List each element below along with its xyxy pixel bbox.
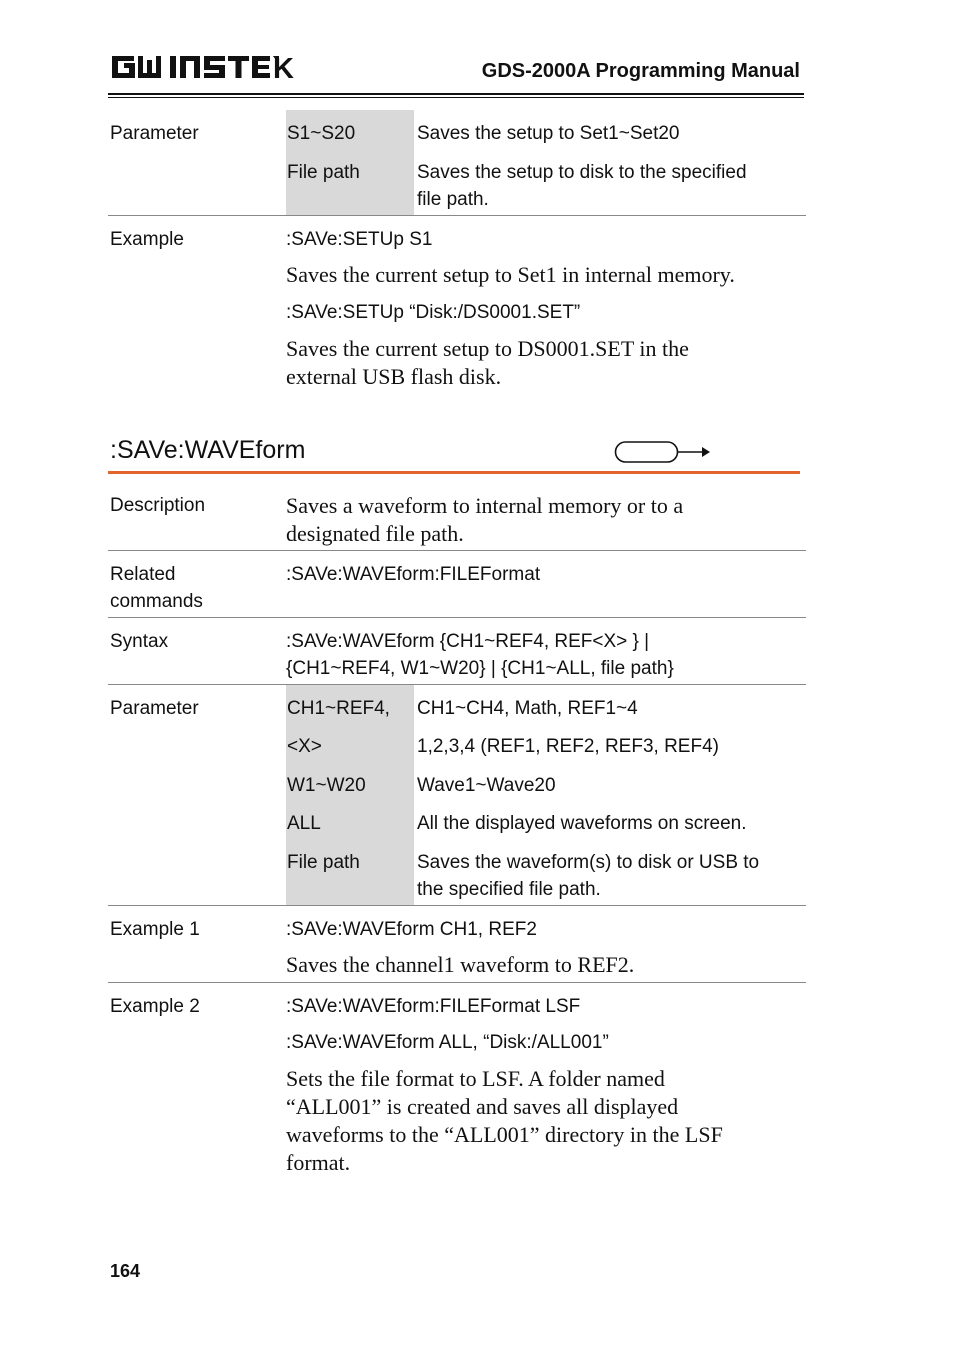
syntax-line-2: {CH1~REF4, W1~W20} | {CH1~ALL, file path} <box>286 658 674 679</box>
manual-title: GDS-2000A Programming Manual <box>481 60 800 82</box>
param-file-path: File path <box>287 852 360 873</box>
description-line-1: Saves a waveform to internal memory or to a <box>286 493 684 518</box>
param-w1-w20-desc: Wave1~Wave20 <box>417 775 556 796</box>
related-label-line1: Related <box>110 564 176 585</box>
row-divider <box>108 215 806 216</box>
param-all: ALL <box>287 813 321 834</box>
header-rule <box>108 93 804 95</box>
param-file-path-desc-1: Saves the setup to disk to the specified <box>417 162 747 183</box>
syntax-line-1: :SAVe:WAVEform {CH1~REF4, REF<X> } | <box>286 631 650 652</box>
parameter-label: Parameter <box>110 123 199 144</box>
example2-command-2: :SAVe:WAVEform ALL, “Disk:/ALL001” <box>286 1032 609 1053</box>
row-divider <box>108 550 806 551</box>
related-command: :SAVe:WAVEform:FILEFormat <box>286 564 541 585</box>
param-w1-w20: W1~W20 <box>287 775 366 796</box>
example-description-1: Saves the current setup to Set1 in internal memory. <box>286 262 735 287</box>
param-file-path-desc-1: Saves the waveform(s) to disk or USB to <box>417 852 760 873</box>
example1-description: Saves the channel1 waveform to REF2. <box>286 952 635 977</box>
param-ch1-ref4-desc: CH1~CH4, Math, REF1~4 <box>417 698 638 719</box>
param-file-path-desc-2: file path. <box>417 189 489 210</box>
example1-command: :SAVe:WAVEform CH1, REF2 <box>286 919 537 940</box>
example2-label: Example 2 <box>110 996 200 1017</box>
related-label-line2: commands <box>110 591 203 612</box>
example2-description-line3: waveforms to the “ALL001” directory in the LSF <box>286 1122 723 1147</box>
example-command-1: :SAVe:SETUp S1 <box>286 229 433 250</box>
example1-label: Example 1 <box>110 919 200 940</box>
page-number: 164 <box>110 1261 141 1281</box>
svg-text:K: K <box>273 53 294 85</box>
gw-instek-logo <box>110 52 294 85</box>
example2-description-line2: “ALL001” is created and saves all displayed <box>286 1094 679 1119</box>
row-divider <box>108 684 806 685</box>
param-s1-s20-desc: Saves the setup to Set1~Set20 <box>417 123 680 144</box>
example-label: Example <box>110 229 184 250</box>
param-s1-s20: S1~S20 <box>287 123 356 144</box>
header-rule-thin <box>108 97 804 98</box>
syntax-label: Syntax <box>110 631 169 652</box>
parameter-label: Parameter <box>110 698 199 719</box>
description-label: Description <box>110 495 206 516</box>
row-divider <box>108 905 806 906</box>
example-description-2-line2: external USB flash disk. <box>286 364 502 389</box>
row-divider <box>108 982 806 983</box>
description-line-2: designated file path. <box>286 521 464 546</box>
param-x-desc: 1,2,3,4 (REF1, REF2, REF3, REF4) <box>417 736 719 757</box>
set-command-arrow-icon <box>614 440 714 464</box>
example2-description-line4: format. <box>286 1150 351 1175</box>
row-divider <box>108 617 806 618</box>
example2-description-line1: Sets the file format to LSF. A folder named <box>286 1066 665 1091</box>
section-rule <box>108 471 800 474</box>
section-title: :SAVe:WAVEform <box>110 436 306 464</box>
param-ch1-ref4: CH1~REF4, <box>287 698 390 719</box>
param-file-path-desc-2: the specified file path. <box>417 879 601 900</box>
example2-command-1: :SAVe:WAVEform:FILEFormat LSF <box>286 996 581 1017</box>
param-all-desc: All the displayed waveforms on screen. <box>417 813 747 834</box>
param-file-path: File path <box>287 162 360 183</box>
param-x: <X> <box>287 736 322 757</box>
example-description-2-line1: Saves the current setup to DS0001.SET in the <box>286 336 689 361</box>
example-command-2: :SAVe:SETUp “Disk:/DS0001.SET” <box>286 302 581 323</box>
